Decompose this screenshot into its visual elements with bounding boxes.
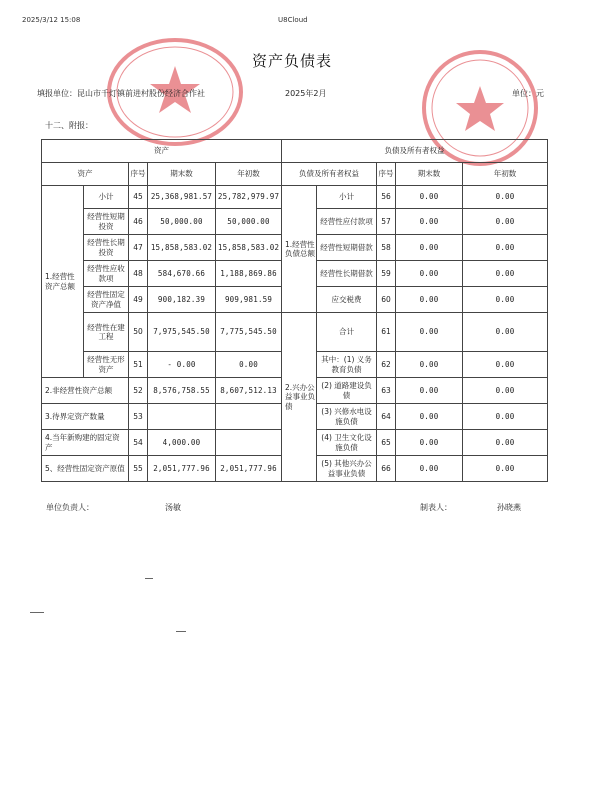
asset-begin-value: 0.00	[216, 352, 282, 378]
liability-end-value: 0.00	[396, 378, 463, 404]
preparer-label: 制表人：	[420, 503, 452, 512]
reporting-unit: 填报单位：昆山市千灯镇前进村股份经济合作社	[37, 89, 205, 98]
asset-begin-value: 2,051,777.96	[216, 456, 282, 482]
asset-end-value: 8,576,758.55	[148, 378, 216, 404]
liability-begin-value: 0.00	[463, 456, 548, 482]
asset-end-value: - 0.00	[148, 352, 216, 378]
scan-speck	[30, 612, 44, 613]
scan-speck	[176, 631, 186, 632]
asset-seq: 53	[129, 404, 148, 430]
liability-begin-value: 0.00	[463, 404, 548, 430]
liability-seq: 59	[377, 261, 396, 287]
asset-seq: 49	[129, 287, 148, 313]
asset-begin-value: 15,858,583.02	[216, 235, 282, 261]
asset-seq: 54	[129, 430, 148, 456]
liability-name: 经营性应付款项	[317, 209, 377, 235]
asset-begin-value: 7,775,545.50	[216, 313, 282, 352]
section-heading: 十二、附报：	[45, 121, 93, 130]
report-period: 2025年2月	[285, 89, 327, 98]
asset-name: 小计	[84, 186, 129, 209]
col-begin: 年初数	[216, 163, 282, 186]
liability-end-value: 0.00	[396, 186, 463, 209]
col-end: 期末数	[148, 163, 216, 186]
asset-seq: 45	[129, 186, 148, 209]
liability-seq: 65	[377, 430, 396, 456]
asset-begin-value	[216, 404, 282, 430]
liability-begin-value: 0.00	[463, 352, 548, 378]
liability-name: 其中：(1) 义务教育负债	[317, 352, 377, 378]
preparer-name: 孙晓燕	[497, 503, 521, 512]
liability-end-value: 0.00	[396, 313, 463, 352]
liability-name: (2) 道路建设负债	[317, 378, 377, 404]
asset-seq: 55	[129, 456, 148, 482]
asset-name: 经营性应收款项	[84, 261, 129, 287]
liability-end-value: 0.00	[396, 430, 463, 456]
table-group-header	[42, 140, 548, 163]
asset-seq: 51	[129, 352, 148, 378]
liability-name: 合计	[317, 313, 377, 352]
asset-name: 3.待界定资产数量	[42, 404, 129, 430]
asset-seq: 47	[129, 235, 148, 261]
asset-begin-value: 25,782,979.97	[216, 186, 282, 209]
liability-name: 应交税费	[317, 287, 377, 313]
liability-end-value: 0.00	[396, 235, 463, 261]
app-name: U8Cloud	[278, 16, 308, 24]
print-datetime: 2025/3/12 15:08	[22, 16, 81, 24]
asset-begin-value: 50,000.00	[216, 209, 282, 235]
col-end2: 期末数	[396, 163, 463, 186]
liability-begin-value: 0.00	[463, 235, 548, 261]
liability-begin-value: 0.00	[463, 186, 548, 209]
liability-end-value: 0.00	[396, 404, 463, 430]
balance-sheet-table	[41, 139, 548, 482]
liability-seq: 60	[377, 287, 396, 313]
asset-seq: 50	[129, 313, 148, 352]
liability-begin-value: 0.00	[463, 378, 548, 404]
asset-end-value: 25,368,981.57	[148, 186, 216, 209]
asset-end-value: 4,000.00	[148, 430, 216, 456]
liability-name: (5) 其他兴办公益事业负债	[317, 456, 377, 482]
table-row	[42, 313, 548, 352]
asset-name: 4.当年新购建的固定资产	[42, 430, 129, 456]
asset-name: 2.非经营性资产总额	[42, 378, 129, 404]
col-liabilities: 负债及所有者权益	[282, 163, 377, 186]
liability-begin-value: 0.00	[463, 287, 548, 313]
col-begin2: 年初数	[463, 163, 548, 186]
liability-begin-value: 0.00	[463, 261, 548, 287]
asset-end-value: 7,975,545.50	[148, 313, 216, 352]
liability-name: (4) 卫生文化设施负债	[317, 430, 377, 456]
liability-end-value: 0.00	[396, 352, 463, 378]
table-column-header	[42, 163, 548, 186]
table-row	[42, 186, 548, 209]
asset-name: 经营性无形资产	[84, 352, 129, 378]
asset-name: 5、经营性固定资产原值	[42, 456, 129, 482]
currency-unit: 单位：元	[512, 89, 544, 98]
operating-liabilities-group: 1.经营性负债总额	[282, 186, 317, 313]
liability-end-value: 0.00	[396, 261, 463, 287]
liability-begin-value: 0.00	[463, 209, 548, 235]
asset-seq: 48	[129, 261, 148, 287]
asset-end-value: 2,051,777.96	[148, 456, 216, 482]
asset-begin-value: 8,607,512.13	[216, 378, 282, 404]
col-seq: 序号	[129, 163, 148, 186]
liability-begin-value: 0.00	[463, 430, 548, 456]
asset-begin-value: 909,981.59	[216, 287, 282, 313]
asset-end-value: 584,670.66	[148, 261, 216, 287]
assets-group-header: 资产	[42, 140, 282, 163]
liability-end-value: 0.00	[396, 209, 463, 235]
liability-seq: 57	[377, 209, 396, 235]
liability-end-value: 0.00	[396, 287, 463, 313]
liability-seq: 66	[377, 456, 396, 482]
liability-name: 经营性短期借款	[317, 235, 377, 261]
liability-seq: 58	[377, 235, 396, 261]
public-welfare-liabilities-group: 2.兴办公益事业负债	[282, 313, 317, 482]
report-title: 资产负债表	[252, 52, 333, 70]
asset-seq: 46	[129, 209, 148, 235]
asset-end-value: 50,000.00	[148, 209, 216, 235]
asset-name: 经营性在建工程	[84, 313, 129, 352]
col-assets: 资产	[42, 163, 129, 186]
unit-head-label: 单位负责人：	[46, 503, 94, 512]
liability-seq: 61	[377, 313, 396, 352]
liability-seq: 62	[377, 352, 396, 378]
operating-assets-group: 1.经营性资产总额	[42, 186, 84, 378]
asset-name: 经营性短期投资	[84, 209, 129, 235]
liability-name: 经营性长期借款	[317, 261, 377, 287]
liabilities-group-header: 负债及所有者权益	[282, 140, 548, 163]
liability-name: 小计	[317, 186, 377, 209]
liability-seq: 64	[377, 404, 396, 430]
liability-end-value: 0.00	[396, 456, 463, 482]
unit-head-name: 汤敏	[165, 503, 181, 512]
asset-name: 经营性长期投资	[84, 235, 129, 261]
asset-seq: 52	[129, 378, 148, 404]
asset-begin-value: 1,188,869.86	[216, 261, 282, 287]
asset-end-value: 15,858,583.02	[148, 235, 216, 261]
col-seq2: 序号	[377, 163, 396, 186]
scan-speck	[145, 578, 153, 579]
asset-begin-value	[216, 430, 282, 456]
liability-seq: 56	[377, 186, 396, 209]
asset-end-value: 900,182.39	[148, 287, 216, 313]
liability-seq: 63	[377, 378, 396, 404]
asset-name: 经营性固定资产净值	[84, 287, 129, 313]
asset-end-value	[148, 404, 216, 430]
liability-begin-value: 0.00	[463, 313, 548, 352]
liability-name: (3) 兴修水电设施负债	[317, 404, 377, 430]
